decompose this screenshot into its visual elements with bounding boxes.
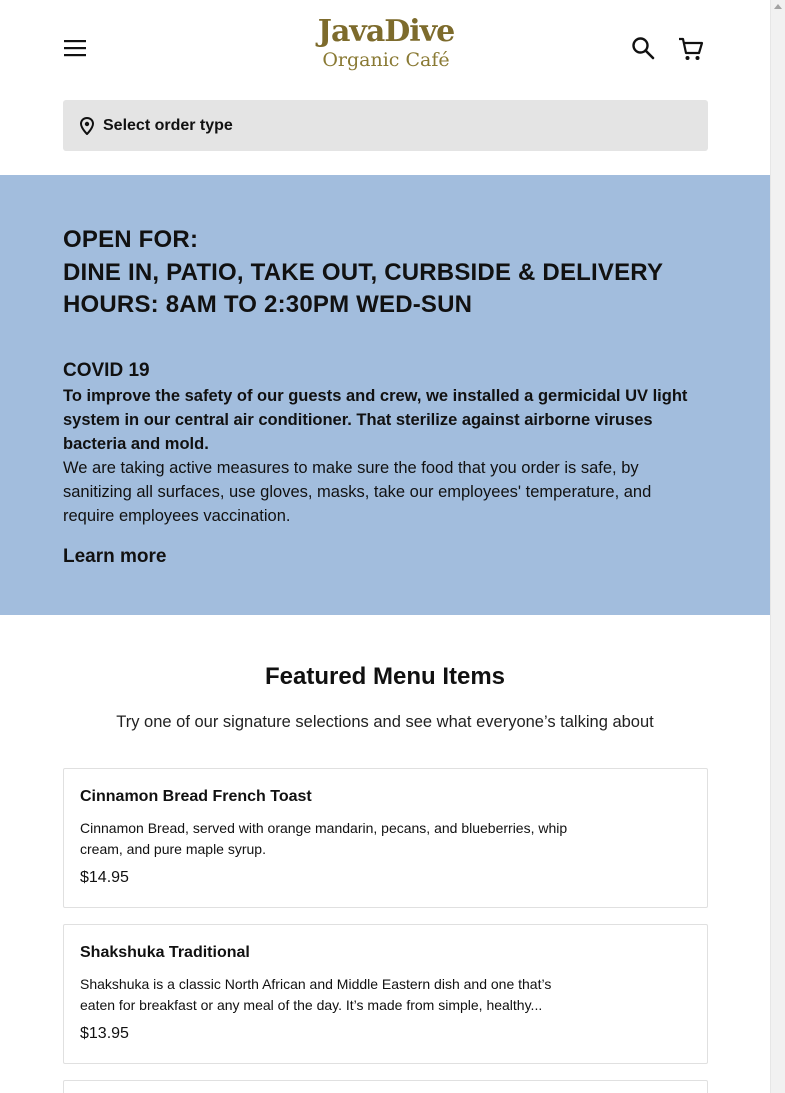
learn-more-link[interactable]: Learn more: [63, 545, 167, 567]
shopping-cart-icon-graphic: [678, 36, 704, 62]
menu-item-description-line: Cinnamon Bread, served with orange mandarin, pecans, and blueberries, whip: [80, 820, 568, 836]
search-icon-graphic: [631, 36, 655, 60]
covid-bold-notice: [63, 384, 708, 456]
covid-title: COVID 19: [63, 359, 150, 381]
covid-bold-line: To improve the safety of our guests and crew, we installed a germicidal UV light: [63, 386, 688, 405]
hamburger-menu-icon[interactable]: [63, 36, 87, 60]
covid-text-line: sanitizing all surfaces, use gloves, masks, take our employees' temperature, and: [63, 482, 652, 501]
logo-tagline: Organic Café: [322, 49, 450, 71]
logo[interactable]: [316, 14, 456, 86]
menu-item-card[interactable]: [63, 768, 708, 908]
headline-open-for: OPEN FOR:: [63, 226, 199, 253]
headline-services: DINE IN, PATIO, TAKE OUT, CURBSIDE & DELIVERY: [63, 258, 664, 286]
location-pin-icon: [79, 117, 95, 135]
menu-item-description-line: Shakshuka is a classic North African and Middle Eastern dish and one that’s: [80, 976, 552, 992]
menu-item-price: $14.95: [80, 869, 129, 886]
menu-item-description-line: cream, and pure maple syrup.: [80, 841, 266, 857]
covid-text-line: require employees vaccination.: [63, 506, 291, 525]
scrollbar[interactable]: [770, 0, 785, 1093]
menu-item-card[interactable]: [63, 924, 708, 1064]
menu-item-description: [80, 818, 580, 860]
info-banner: [0, 175, 770, 615]
scroll-up-arrow-icon[interactable]: [774, 4, 782, 9]
featured-title: Featured Menu Items: [264, 663, 506, 690]
order-type-label: Select order type: [103, 116, 233, 134]
logo-wordmark: JavaDive: [317, 14, 455, 49]
covid-bold-line: system in our central air conditioner. That sterilize against airborne viruses: [63, 410, 653, 429]
headline-hours: HOURS: 8AM TO 2:30PM WED-SUN: [63, 291, 473, 318]
hamburger-menu-icon-graphic: [63, 36, 87, 60]
site-header: [0, 0, 770, 100]
menu-item-card-partial[interactable]: [63, 1080, 708, 1093]
menu-item-price: $13.95: [80, 1025, 129, 1042]
shopping-cart-icon[interactable]: [678, 36, 704, 62]
menu-item-name: Shakshuka Traditional: [80, 944, 250, 961]
menu-item-description: [80, 974, 580, 1016]
featured-subtitle: Try one of our signature selections and see what everyone’s talking about: [116, 713, 654, 731]
menu-item-description-line: eaten for breakfast or any meal of the day. It’s made from simple, healthy...: [80, 997, 543, 1013]
search-icon[interactable]: [631, 36, 655, 60]
covid-bold-line: bacteria and mold.: [63, 434, 209, 453]
menu-item-name: Cinnamon Bread French Toast: [80, 788, 312, 805]
covid-notice-text: [63, 456, 708, 528]
select-order-type-button[interactable]: [63, 100, 708, 151]
covid-text-line: We are taking active measures to make sure the food that you order is safe, by: [63, 458, 639, 477]
